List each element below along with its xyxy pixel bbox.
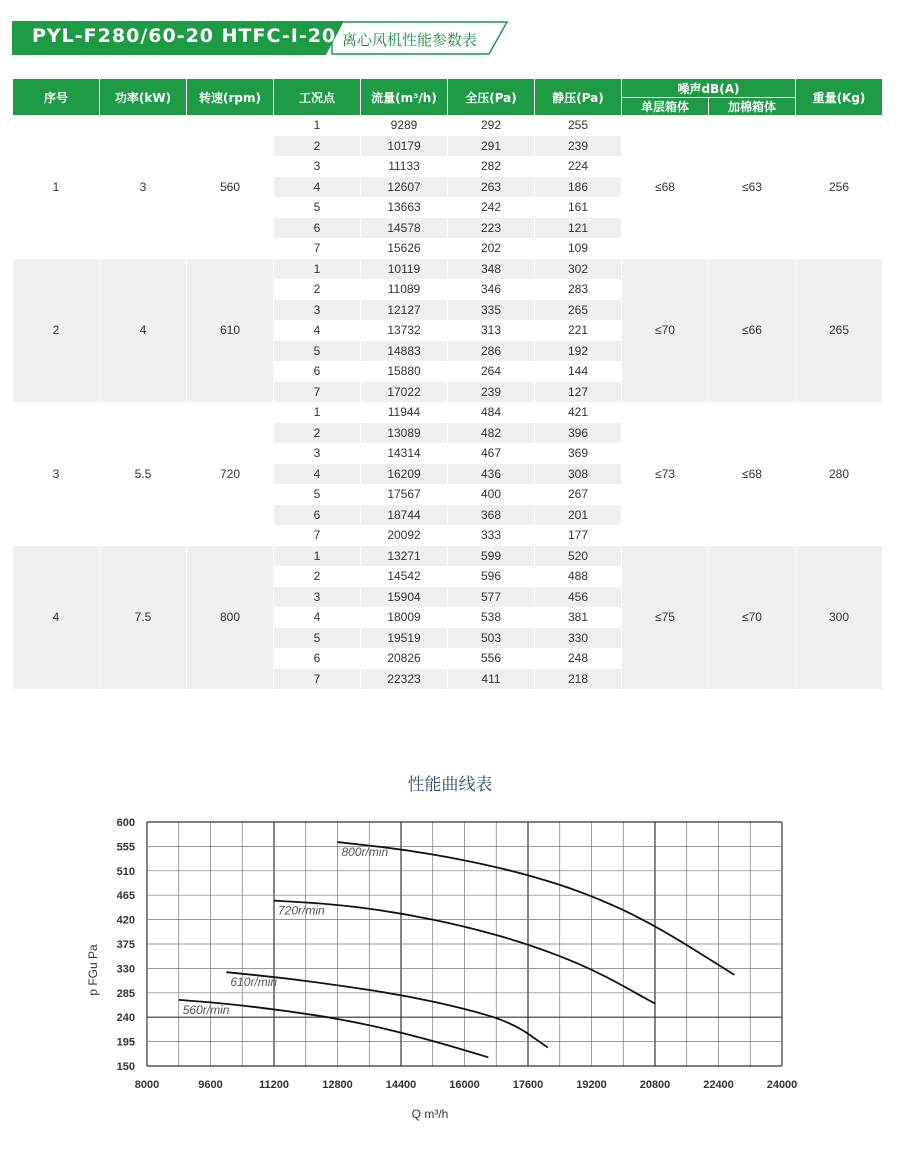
performance-curve-chart <box>0 800 900 1130</box>
table-row <box>13 115 882 136</box>
cell-total-pressure: 242 <box>480 200 502 215</box>
cell-total-pressure: 599 <box>448 546 534 567</box>
cell-total-pressure: 596 <box>448 566 534 587</box>
cell-point: 6 <box>274 648 360 669</box>
cell-noise-single: ≤70 <box>622 259 708 403</box>
cell-static-pressure: 201 <box>535 505 621 526</box>
cell-noise-cotton: ≤66 <box>709 259 795 403</box>
cell-weight: 265 <box>796 259 882 403</box>
cell-total-pressure: 346 <box>448 279 534 300</box>
cell-point: 7 <box>274 669 360 690</box>
x-tick-label: 11200 <box>259 1079 289 1091</box>
cell-static-pressure: 456 <box>535 587 621 608</box>
cell-flow: 20092 <box>387 528 421 543</box>
cell-flow: 14578 <box>361 218 447 239</box>
cell-point: 4 <box>274 464 360 485</box>
cell-flow: 20826 <box>361 648 447 669</box>
cell-point: 5 <box>313 200 321 215</box>
cell-point: 5 <box>313 487 321 502</box>
col-weight: 重量(Kg) <box>796 79 882 115</box>
y-tick-label: 330 <box>116 963 135 976</box>
y-tick-label: 285 <box>116 987 135 1000</box>
header-banner <box>12 21 508 55</box>
x-tick-label: 22400 <box>703 1079 734 1091</box>
cell-total-pressure: 368 <box>448 505 534 526</box>
cell-static-pressure: 221 <box>535 320 621 341</box>
cell-total-pressure: 348 <box>448 259 534 280</box>
col-total-pressure: 全压(Pa) <box>448 79 534 115</box>
cell-flow: 18744 <box>361 505 447 526</box>
cell-static-pressure: 255 <box>567 118 589 133</box>
y-tick-label: 150 <box>116 1061 135 1073</box>
cell-total-pressure: 286 <box>448 341 534 362</box>
cell-weight: 280 <box>828 466 850 481</box>
y-tick-label: 420 <box>116 914 135 927</box>
cell-static-pressure: 127 <box>535 382 621 403</box>
x-tick-label: 24000 <box>766 1079 798 1091</box>
cell-static-pressure: 520 <box>535 546 621 567</box>
x-tick-label: 17600 <box>512 1079 544 1091</box>
cell-noise-cotton: ≤63 <box>742 179 762 194</box>
series-label: 560r/min <box>182 1002 230 1017</box>
cell-flow: 13271 <box>361 546 447 567</box>
cell-static-pressure: 396 <box>535 423 621 444</box>
cell-point: 1 <box>313 405 321 420</box>
model-title: PYL-F280/60-20 HTFC-I-20 <box>32 25 337 47</box>
chart-title: 性能曲线表 <box>407 775 493 795</box>
cell-noise-cotton: ≤68 <box>742 466 762 481</box>
series-label: 800r/min <box>341 845 389 860</box>
cell-point: 4 <box>274 607 360 628</box>
col-noise: 噪声dB(A) <box>622 79 795 97</box>
cell-flow: 15904 <box>361 587 447 608</box>
x-tick-label: 14400 <box>385 1079 417 1091</box>
cell-total-pressure: 482 <box>448 423 534 444</box>
cell-total-pressure: 291 <box>448 136 534 157</box>
cell-total-pressure: 264 <box>448 361 534 382</box>
cell-static-pressure: 177 <box>567 528 589 543</box>
cell-noise-single: ≤75 <box>622 546 708 690</box>
cell-static-pressure: 330 <box>535 628 621 649</box>
cell-point: 6 <box>274 505 360 526</box>
cell-noise-cotton: ≤70 <box>709 546 795 690</box>
cell-total-pressure: 282 <box>480 159 502 174</box>
cell-flow: 15880 <box>361 361 447 382</box>
table-subtitle: 离心风机性能参数表 <box>342 31 478 49</box>
col-power: 功率(kW) <box>100 79 186 115</box>
x-tick-label: 9600 <box>198 1079 223 1091</box>
cell-point: 1 <box>274 259 360 280</box>
cell-flow: 19519 <box>361 628 447 649</box>
cell-flow: 10179 <box>361 136 447 157</box>
cell-point: 5 <box>274 628 360 649</box>
cell-point: 2 <box>274 136 360 157</box>
cell-flow: 16209 <box>361 464 447 485</box>
table-row <box>13 259 882 280</box>
x-tick-label: 20800 <box>639 1079 671 1091</box>
cell-total-pressure: 436 <box>448 464 534 485</box>
cell-static-pressure: 186 <box>535 177 621 198</box>
col-noise-cotton: 加棉箱体 <box>709 97 795 115</box>
cell-point: 1 <box>313 118 321 133</box>
cell-total-pressure: 313 <box>448 320 534 341</box>
cell-point: 3 <box>274 587 360 608</box>
cell-flow: 14883 <box>361 341 447 362</box>
cell-total-pressure: 503 <box>448 628 534 649</box>
x-tick-label: 19200 <box>576 1079 607 1091</box>
y-tick-label: 510 <box>116 865 135 878</box>
cell-static-pressure: 267 <box>567 487 589 502</box>
cell-point: 7 <box>313 528 321 543</box>
cell-point: 6 <box>274 218 360 239</box>
cell-total-pressure: 411 <box>448 669 534 690</box>
cell-total-pressure: 333 <box>480 528 502 543</box>
cell-weight: 256 <box>828 179 850 194</box>
cell-flow: 18009 <box>361 607 447 628</box>
cell-noise-single: ≤68 <box>655 179 675 194</box>
cell-total-pressure: 263 <box>448 177 534 198</box>
cell-flow: 11133 <box>388 159 420 174</box>
cell-point: 5 <box>274 341 360 362</box>
cell-speed: 610 <box>187 259 273 403</box>
cell-total-pressure: 400 <box>480 487 502 502</box>
cell-point: 4 <box>274 320 360 341</box>
cell-point: 3 <box>274 300 360 321</box>
cell-point: 2 <box>274 423 360 444</box>
cell-flow: 13663 <box>387 200 421 215</box>
cell-static-pressure: 421 <box>567 405 589 420</box>
cell-total-pressure: 239 <box>448 382 534 403</box>
cell-point: 4 <box>274 177 360 198</box>
cell-total-pressure: 556 <box>448 648 534 669</box>
cell-static-pressure: 239 <box>535 136 621 157</box>
x-tick-label: 8000 <box>134 1079 160 1091</box>
cell-static-pressure: 265 <box>535 300 621 321</box>
cell-flow: 15626 <box>387 241 421 256</box>
cell-power: 5.5 <box>134 466 152 481</box>
col-static-pressure: 静压(Pa) <box>535 79 621 115</box>
series-label: 610r/min <box>230 975 278 990</box>
cell-flow: 17567 <box>387 487 421 502</box>
cell-total-pressure: 577 <box>448 587 534 608</box>
col-speed: 转速(rpm) <box>187 79 273 115</box>
x-axis-label: Q m³/h <box>411 1107 449 1121</box>
cell-flow: 22323 <box>361 669 447 690</box>
performance-table <box>12 79 883 689</box>
table-row <box>13 546 882 567</box>
cell-static-pressure: 248 <box>535 648 621 669</box>
cell-static-pressure: 192 <box>535 341 621 362</box>
cell-static-pressure: 144 <box>535 361 621 382</box>
cell-static-pressure: 381 <box>535 607 621 628</box>
cell-total-pressure: 538 <box>448 607 534 628</box>
cell-power: 3 <box>139 179 147 194</box>
cell-noise-single: ≤73 <box>655 466 675 481</box>
cell-point: 3 <box>313 446 321 461</box>
cell-index: 3 <box>52 466 60 481</box>
cell-flow: 14542 <box>361 566 447 587</box>
cell-flow: 17022 <box>361 382 447 403</box>
col-flow: 流量(m³/h) <box>361 79 447 115</box>
cell-power: 7.5 <box>100 546 186 690</box>
x-tick-label: 12800 <box>322 1079 353 1091</box>
cell-flow: 13089 <box>361 423 447 444</box>
cell-static-pressure: 121 <box>535 218 621 239</box>
series-label: 720r/min <box>278 903 325 918</box>
y-tick-label: 375 <box>116 939 135 951</box>
cell-total-pressure: 484 <box>480 405 502 420</box>
cell-speed: 560 <box>219 179 241 194</box>
cell-weight: 300 <box>796 546 882 690</box>
cell-static-pressure: 302 <box>535 259 621 280</box>
y-tick-label: 465 <box>116 890 135 903</box>
cell-point: 2 <box>274 566 360 587</box>
cell-total-pressure: 202 <box>480 241 502 256</box>
cell-flow: 11944 <box>387 405 421 420</box>
cell-flow: 10119 <box>361 259 447 280</box>
cell-static-pressure: 369 <box>567 446 589 461</box>
cell-index: 2 <box>13 259 99 403</box>
cell-flow: 12127 <box>361 300 447 321</box>
y-tick-label: 240 <box>116 1012 135 1025</box>
col-noise-single: 单层箱体 <box>622 97 708 115</box>
cell-flow: 11089 <box>361 279 447 300</box>
cell-total-pressure: 223 <box>448 218 534 239</box>
cell-static-pressure: 488 <box>535 566 621 587</box>
series-curve-800r-min <box>338 842 735 975</box>
cell-speed: 800 <box>187 546 273 690</box>
chart-series <box>179 842 735 1057</box>
y-tick-label: 600 <box>116 817 135 829</box>
cell-flow: 12607 <box>361 177 447 198</box>
cell-point: 2 <box>274 279 360 300</box>
cell-index: 4 <box>13 546 99 690</box>
cell-point: 7 <box>313 241 321 256</box>
table-row <box>13 402 882 423</box>
cell-flow: 13732 <box>361 320 447 341</box>
y-axis-label: p FGu Pa <box>86 944 100 996</box>
cell-static-pressure: 109 <box>567 241 589 256</box>
cell-point: 1 <box>274 546 360 567</box>
cell-static-pressure: 161 <box>567 200 589 215</box>
cell-speed: 720 <box>219 466 241 481</box>
y-tick-label: 195 <box>116 1036 135 1049</box>
cell-point: 3 <box>313 159 321 174</box>
cell-power: 4 <box>100 259 186 403</box>
cell-total-pressure: 335 <box>448 300 534 321</box>
cell-flow: 14314 <box>387 446 421 461</box>
cell-index: 1 <box>52 179 60 194</box>
cell-static-pressure: 308 <box>535 464 621 485</box>
cell-total-pressure: 292 <box>480 118 502 133</box>
col-index: 序号 <box>13 79 99 115</box>
cell-point: 7 <box>274 382 360 403</box>
cell-point: 6 <box>274 361 360 382</box>
cell-static-pressure: 224 <box>567 159 589 174</box>
cell-flow: 9289 <box>390 118 418 133</box>
cell-total-pressure: 467 <box>480 446 502 461</box>
y-tick-label: 555 <box>116 841 135 854</box>
col-point: 工况点 <box>274 79 360 115</box>
cell-static-pressure: 218 <box>535 669 621 690</box>
cell-static-pressure: 283 <box>535 279 621 300</box>
x-tick-label: 16000 <box>449 1079 480 1091</box>
